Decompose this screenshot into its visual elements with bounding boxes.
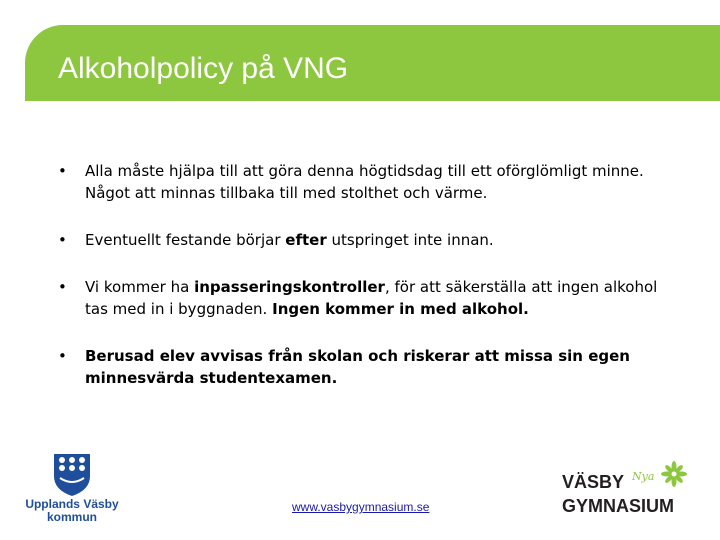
bullet-list [55,160,675,414]
upplands-vasby-logo [24,452,120,524]
slide-title: Alkoholpolicy på VNG [58,52,349,85]
bullet-icon: • [58,347,67,365]
bullet-icon: • [58,162,67,180]
bullet-text: , för att säkerställa att ingen alkohol tas med in i byggnaden. [85,278,658,318]
bullet-text: Alla måste hjälpa till att göra denna högtidsdag till ett oförglömligt minne. Något att minnas tillbaka till med stolthet och värme. [85,162,644,202]
bullet-emphasis: inpasseringskontroller [194,278,385,296]
bullet-item [55,160,675,204]
bullet-item [55,229,675,251]
logo-text: GYMNASIUM [562,496,674,516]
bullet-text: Vi kommer ha [85,278,195,296]
bullet-icon: • [58,231,67,249]
flower-icon [661,461,687,487]
website-link[interactable]: www.vasbygymnasium.se [292,500,430,514]
bullet-emphasis: Ingen kommer in med alkohol. [272,300,529,318]
logo-text: VÄSBY [562,472,625,492]
bullet-item [55,276,675,320]
logo-text: kommun [46,510,98,524]
vasby-gymnasium-logo [560,460,700,524]
bullet-text: Eventuellt festande börjar [85,231,286,249]
bullet-text: utspringet inte innan. [326,231,494,249]
bullet-icon: • [58,278,67,296]
logo-text: Upplands Väsby [25,497,119,511]
bullet-emphasis: efter [285,231,327,249]
crest-icon [54,454,90,496]
bullet-item [55,345,675,389]
logo-script: Nya [632,470,655,483]
bullet-emphasis: Berusad elev avvisas från skolan och riskerar att missa sin egen minnesvärda studentexamen. [85,347,630,387]
